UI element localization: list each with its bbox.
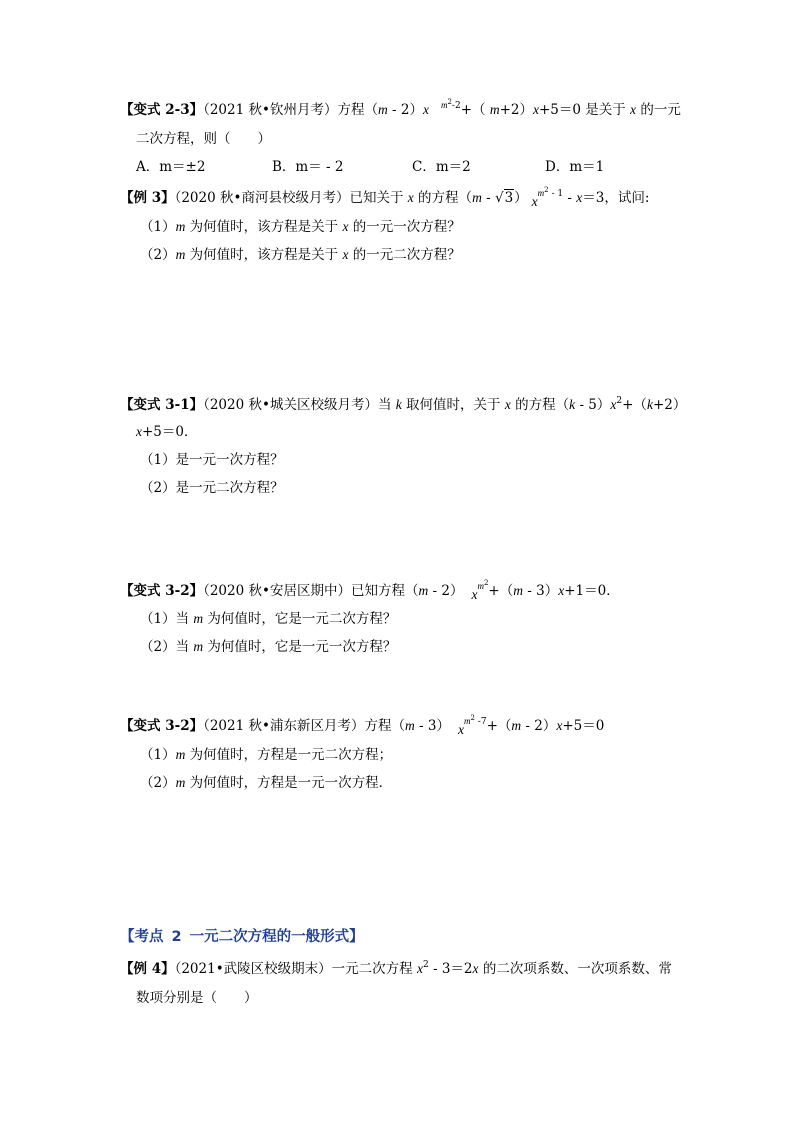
option-a: A．m＝±2 bbox=[136, 159, 206, 175]
problem-source: （2021 秋•浦东新区月考） bbox=[203, 718, 365, 734]
problem-3-1-line1: 【变式 3-1】（2020 秋•城关区校级月考）当 k 取何值时，关于 x 的方程$(k - 5)x^2+(k+2)$ bbox=[120, 396, 687, 413]
problem-3-1-q1: （1）是一元一次方程？ bbox=[140, 452, 284, 468]
example-3-q2: （2）m 为何值时，该方程是关于 x 的一元二次方程？ bbox=[140, 247, 461, 263]
example-3-q1: （1）m 为何值时，该方程是关于 x 的一元一次方程？ bbox=[140, 219, 461, 235]
problem-3-1-line2: x+5＝0． bbox=[136, 424, 198, 440]
problem-tag: 【例 3】 bbox=[120, 190, 175, 206]
section-heading-kaodian-2: 【考点 2 一元二次方程的一般形式】 bbox=[120, 929, 364, 945]
problem-3-2a-line1: 【变式 3-2】（2020 秋•安居区期中）已知方程（m - 2） $x^{m^2}+(m - 3)x+1=0$． bbox=[120, 579, 620, 602]
problem-source: （2021•武陵区校级期末） bbox=[174, 961, 332, 977]
example-4-line2: 数项分别是（ ） bbox=[136, 990, 258, 1006]
problem-tag: 【例 4】 bbox=[120, 961, 175, 977]
problem-source: （2020 秋•城关区校级月考） bbox=[203, 397, 378, 413]
option-b: B．m＝ - 2 bbox=[272, 159, 344, 175]
problem-3-2a-q1: （1）当 m 为何值时，它是一元二次方程？ bbox=[140, 611, 397, 627]
example-3-line1: 【例 3】（2020 秋•商河县校级月考）已知关于 x 的方程（m - √3） $x^{m^2 - 1} - x=3$，试问: bbox=[120, 186, 650, 209]
problem-source: （2020 秋•商河县校级月考） bbox=[174, 190, 350, 206]
example-4-line1: 【例 4】（2021•武陵区校级期末）一元二次方程 $x^2 - 3=2x$ 的二次项系数、一次项系数、常 bbox=[120, 960, 672, 977]
problem-3-2b-line1: 【变式 3-2】（2021 秋•浦东新区月考）方程（m - 3） $x^{m^2 -7}+(m - 2)x+5=0$ bbox=[120, 714, 605, 737]
option-c: C．m＝2 bbox=[412, 159, 471, 175]
problem-tag: 【变式 2-3】 bbox=[120, 102, 204, 118]
problem-2-3-line1: 【变式 2-3】（2021 秋•钦州月考）方程（m - 2）x $^{m^2-2}$+（ m+2）x+5＝0 是关于 x 的一元 bbox=[120, 98, 681, 118]
problem-3-2b-q1: （1）m 为何值时，方程是一元二次方程； bbox=[140, 747, 393, 763]
problem-3-2a-q2: （2）当 m 为何值时，它是一元一次方程？ bbox=[140, 639, 397, 655]
exponent: m2-2 bbox=[440, 98, 461, 111]
problem-3-1-q2: （2）是一元二次方程？ bbox=[140, 480, 284, 496]
exponent: m2 bbox=[477, 579, 489, 591]
exponent: m2 - 1 bbox=[537, 186, 564, 199]
problem-tag: 【变式 3-1】 bbox=[120, 397, 204, 413]
problem-tag: 【变式 3-2】 bbox=[120, 583, 204, 599]
problem-source: （2020 秋•安居区期中） bbox=[203, 583, 351, 599]
exponent: m2 -7 bbox=[463, 714, 487, 727]
problem-2-3-line2: 二次方程，则（ ） bbox=[136, 131, 271, 147]
problem-source: （2021 秋•钦州月考） bbox=[203, 102, 338, 118]
sqrt-symbol: √ bbox=[494, 190, 504, 206]
option-d: D．m＝1 bbox=[545, 159, 605, 175]
problem-3-2b-q2: （2）m 为何值时，方程是一元一次方程． bbox=[140, 775, 393, 791]
problem-tag: 【变式 3-2】 bbox=[120, 718, 204, 734]
